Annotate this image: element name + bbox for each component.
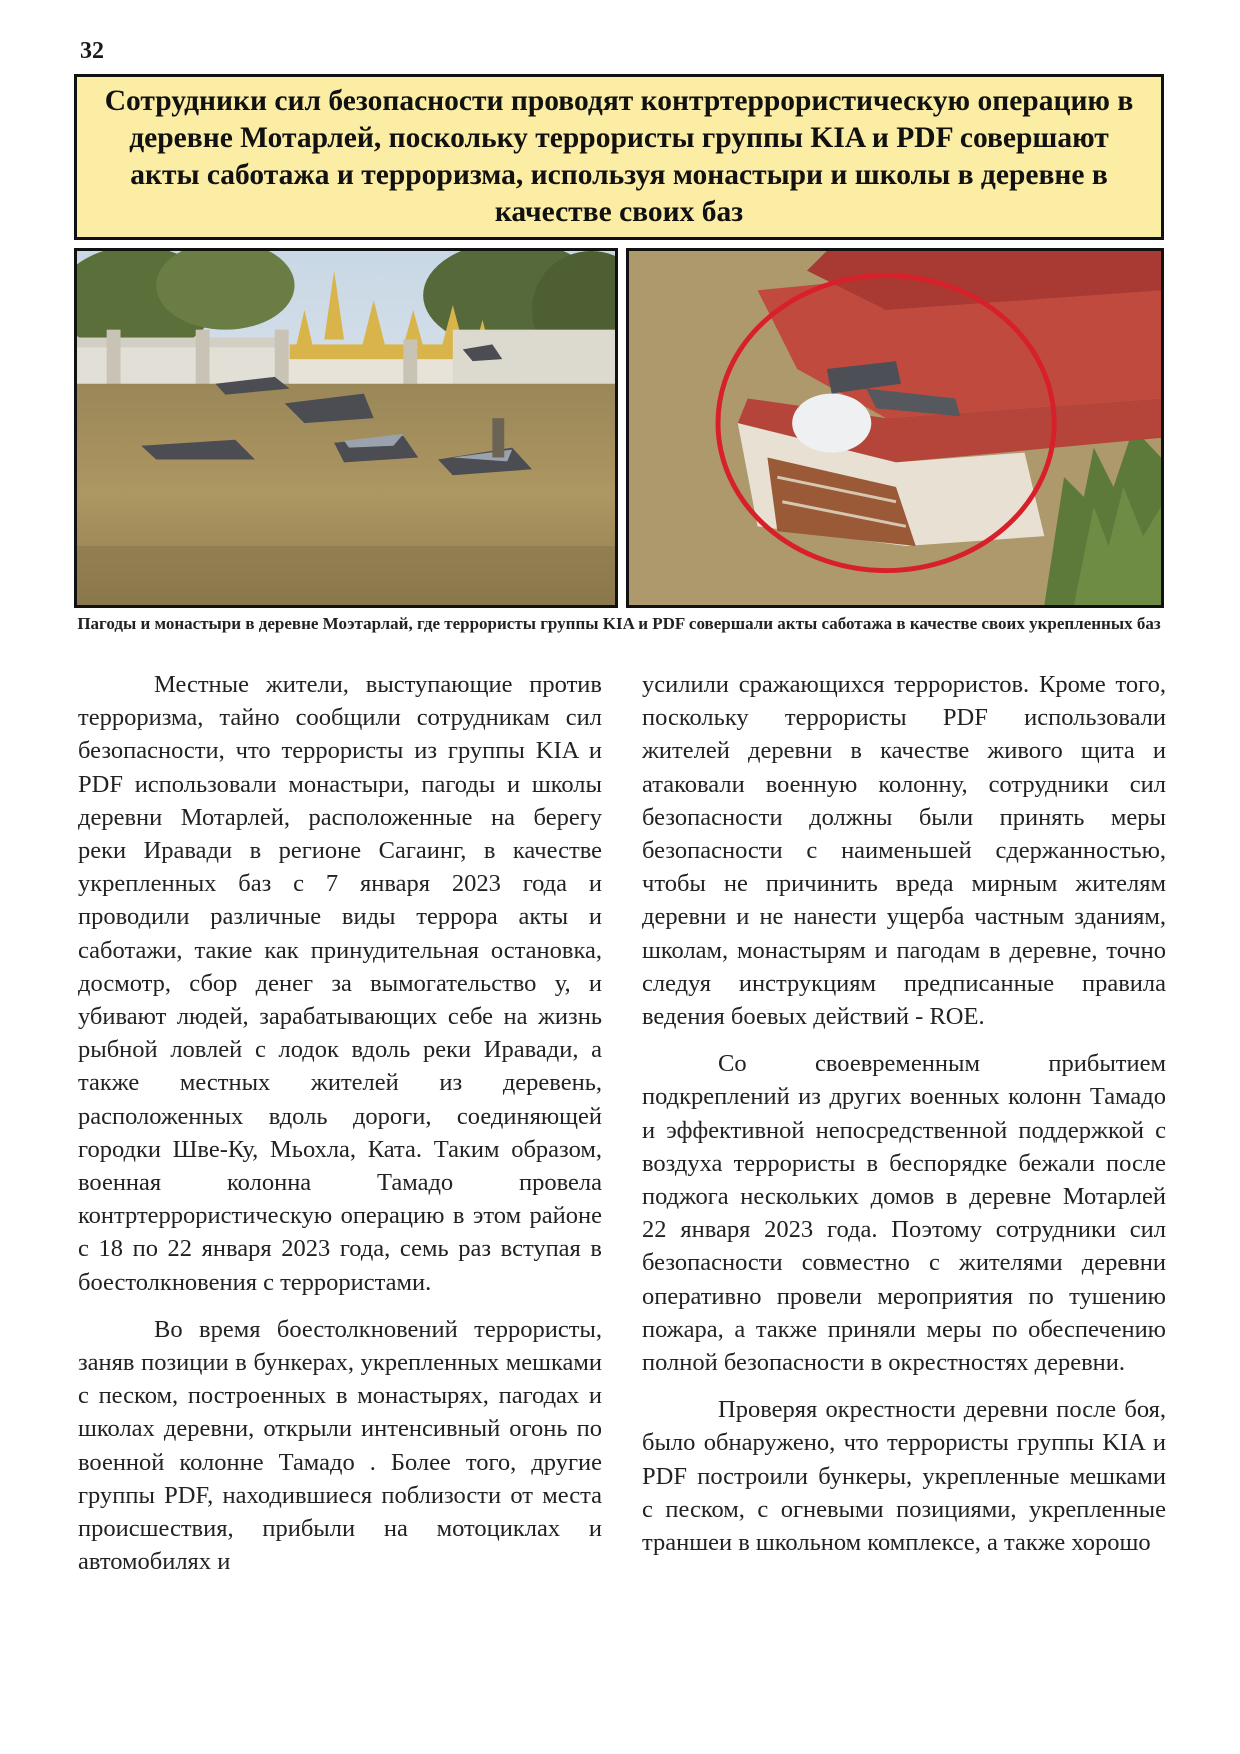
- damaged-pagoda-base-illustration: [629, 251, 1161, 605]
- article-paragraph: Во время боестолкновений террористы, заняв позиции в бункерах, укрепленных мешками с песком, построенных в монастырях, пагодах и школах деревни, открыли интенсивный огонь по военной колонне Тамадо . Более того, другие группы PDF, находившиеся поблизости от места происшествия, прибыли на мотоциклах и автомобилях и: [78, 1315, 602, 1576]
- article-paragraph: Проверяя окрестности деревни после боя, было обнаружено, что террористы группы KIA и PDF построили бункеры, укрепленные мешками с песком, с огневыми позициями, укрепленные траншеи в школьном комплексе, а также хорошо: [642, 1396, 1166, 1557]
- headline: Сотрудники сил безопасности проводят контртеррористическую операцию в деревне Мотарлей, поскольку террористы группы KIA и PDF совершают акты саботажа и терроризма, используя монастыри и школы в деревне в качестве своих баз: [104, 85, 1134, 228]
- article-column-left: [78, 668, 602, 1592]
- article-paragraph: Со своевременным прибытием подкреплений из других военных колонн Тамадо и эффективной непосредственной поддержкой с воздуха террористы в беспорядке бежали после поджога нескольких домов в деревне Мотарлей 22 января 2023 года. Поэтому сотрудники сил безопасности совместно с жителями деревни оперативно провели мероприятия по тушению пожара, а также приняли меры по обеспечению полной безопасности в окрестностях деревни.: [642, 1050, 1166, 1377]
- page-number: 32: [80, 38, 104, 64]
- photo-caption: Пагоды и монастыри в деревне Моэтарлай, где террористы группы KIA и PDF совершали акты саботажа в качестве своих укрепленных баз: [77, 614, 1161, 633]
- pagoda-compound-photo: [74, 248, 618, 608]
- pagoda-compound-illustration: [77, 251, 615, 605]
- article-column-right: [642, 668, 1166, 1573]
- damaged-pagoda-base-photo: [626, 248, 1164, 608]
- article-paragraph: усилили сражающихся террористов. Кроме того, поскольку террористы PDF использовали жителей деревни в качестве живого щита и атаковали военную колонну, сотрудники сил безопасности должны были принять меры безопасности с наименьшей сдержанностью, чтобы не причинить вреда мирным жителям деревни и не нанести ущерба частным зданиям, школам, монастырям и пагодам в деревне, точно следуя инструкциям предписанные правила ведения боевых действий - ROE.: [642, 671, 1166, 1031]
- article-paragraph: Местные жители, выступающие против терроризма, тайно сообщили сотрудникам сил безопасности, что террористы из группы KIA и PDF использовали монастыри, пагоды и школы деревни Мотарлей, расположенные на берегу реки Иравади в регионе Сагаинг, в качестве укрепленных баз с 7 января 2023 года и проводили различные виды террора акты и саботажи, такие как принудительная остановка, досмотр, сбор денег за вымогательство у, и убивают людей, зарабатывающих себе на жизнь рыбной ловлей с лодок вдоль реки Иравади, а также местных жителей из деревень, расположенных вдоль дороги, соединяющей городки Шве-Ку, Мьохла, Ката. Таким образом, военная колонна Тамадо провела контртеррористическую операцию в этом районе с 18 по 22 января 2023 года, семь раз вступая в боестолкновения с террористами.: [78, 671, 602, 1296]
- headline-box: [74, 74, 1164, 240]
